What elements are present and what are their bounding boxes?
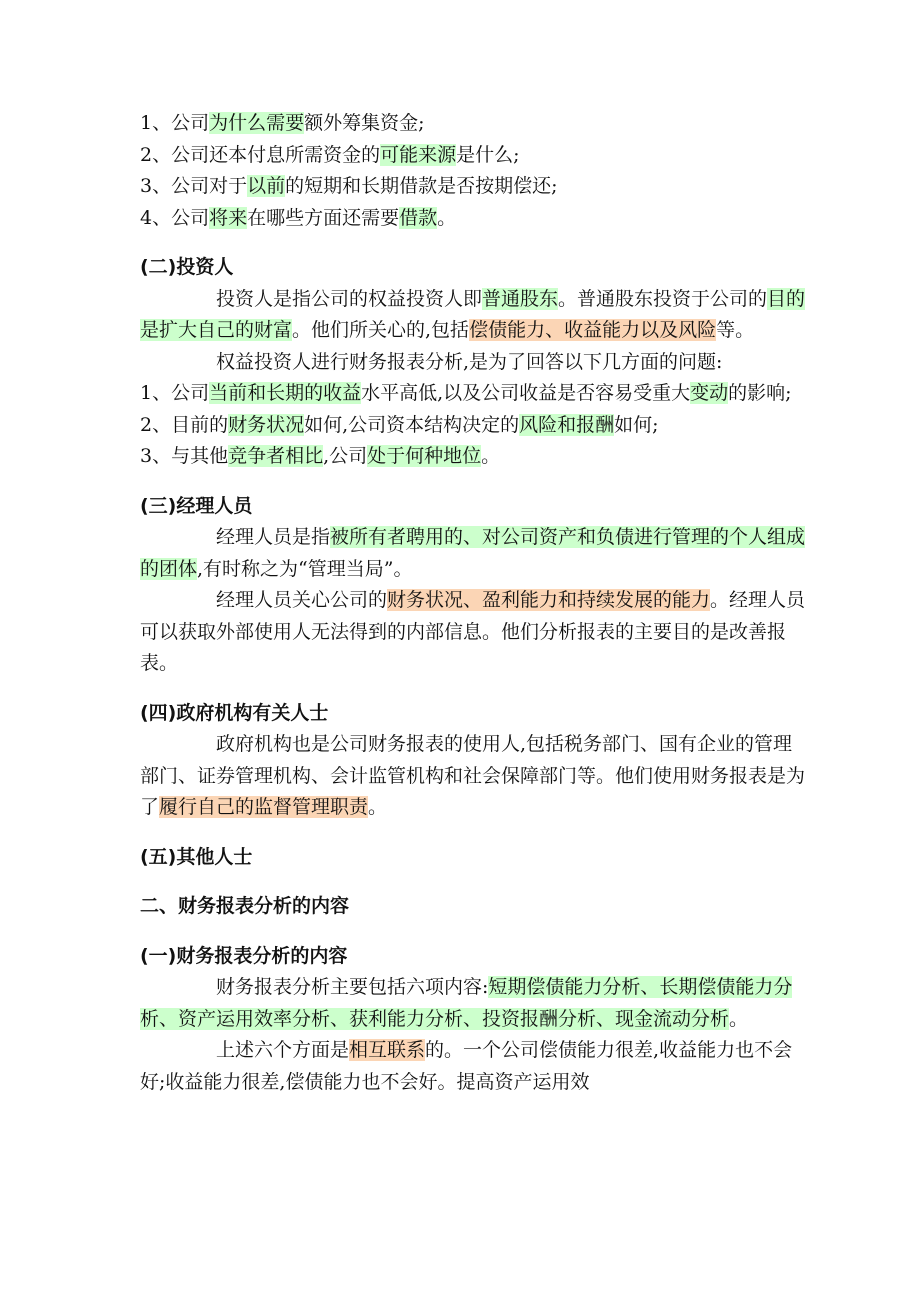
question-2 [140, 140, 810, 172]
text-run: 1、公司 [140, 112, 210, 134]
text-run: 。 [729, 1007, 749, 1030]
text-run: 1、公司 [140, 382, 210, 404]
question-4 [140, 203, 810, 235]
highlight-orange: 财务状况、盈利能力和持续发展的能力 [387, 589, 711, 611]
managers-paragraph-2 [140, 585, 810, 680]
heading-government: (四)政府机构有关人士 [140, 701, 329, 724]
investors-item-2 [140, 410, 810, 442]
highlight-orange: 相互联系 [349, 1039, 426, 1061]
text-run: 经理人员是指 [216, 526, 331, 548]
highlight-green: 变动 [690, 382, 729, 404]
text-run: 如何; [614, 413, 659, 436]
highlight-green: 为什么需要 [209, 112, 305, 134]
text-run: 。经理人员可以获取外部使用人无法得到的内部信息。他们分析报表的主要目的是改善报表。 [140, 589, 806, 674]
heading-others: (五)其他人士 [140, 845, 253, 868]
text-run: 。他们所关心的,包括 [292, 319, 470, 341]
investors-paragraph-1 [140, 284, 810, 347]
heading-managers: (三)经理人员 [140, 494, 253, 517]
highlight-green: 财务状况 [228, 413, 305, 436]
highlight-green: 将来 [209, 206, 248, 229]
text-run: 。 [481, 445, 501, 467]
highlight-green: 当前和长期的收益 [209, 382, 362, 404]
highlight-green: 普通股东 [482, 287, 559, 310]
text-run: 上述六个方面是 [216, 1039, 350, 1061]
government-paragraph-1 [140, 729, 810, 824]
highlight-green: 竞争者相比 [228, 445, 324, 467]
highlight-green: 处于何种地位 [367, 445, 482, 467]
text-run: 3、与其他 [140, 445, 229, 467]
highlight-orange: 偿债能力、收益能力以及风险 [469, 319, 717, 341]
highlight-green: 短期偿债能力分析、长期偿债能力分析、资产运用效率分析、获利能力分析、投资报酬分析、现金流动分析 [140, 976, 793, 1030]
text-run: 。 [437, 206, 457, 229]
text-run: 4、公司 [140, 206, 210, 229]
text-run: 等。 [716, 319, 755, 341]
text-run: 2、目前的 [140, 413, 229, 436]
highlight-green: 目的是扩大自己的财富 [140, 287, 806, 341]
text-run: 政府机构也是公司财务报表的使用人,包括税务部门、国有企业的管理部门、证券管理机构、会计监管机构和社会保障部门等。他们使用财务报表是为了 [140, 733, 806, 818]
highlight-green: 借款 [399, 206, 438, 229]
text-run: 3、公司对于 [140, 175, 248, 197]
text-run: 水平高低,以及公司收益是否容易受重大 [361, 382, 691, 404]
investors-paragraph-2: 权益投资人进行财务报表分析,是为了回答以下几方面的问题: [216, 350, 723, 373]
text-run: 的短期和长期借款是否按期偿还; [285, 175, 558, 197]
text-run: 投资人是指公司的权益投资人即 [216, 287, 483, 310]
investors-item-3 [140, 441, 810, 473]
analysis-paragraph-2 [140, 1035, 810, 1098]
text-run: 经理人员关心公司的 [216, 589, 388, 611]
text-run: 2、公司还本付息所需资金的 [140, 143, 381, 166]
text-run: 财务报表分析主要包括六项内容: [216, 976, 489, 998]
question-1 [140, 108, 810, 140]
text-run: 额外筹集资金; [304, 112, 425, 134]
managers-paragraph-1 [140, 522, 810, 585]
text-run: 是什么; [456, 143, 520, 166]
highlight-green: 风险和报酬 [519, 413, 615, 436]
text-run: 如何,公司资本结构决定的 [304, 413, 520, 436]
highlight-orange: 履行自己的监督管理职责 [159, 796, 369, 818]
text-run: 的。一个公司偿债能力很差,收益能力也不会好;收益能力很差,偿债能力也不会好。提高资产运用效 [140, 1039, 793, 1093]
highlight-green: 以前 [247, 175, 286, 197]
highlight-green: 可能来源 [380, 143, 457, 166]
text-run: 。普通股东投资于公司的 [558, 287, 768, 310]
heading-analysis-content: (一)财务报表分析的内容 [140, 944, 348, 967]
highlight-green: 被所有者聘用的、对公司资产和负债进行管理的个人组成的团体 [140, 526, 806, 580]
text-run: ,有时称之为“管理当局”。 [197, 557, 413, 580]
text-run: 。 [368, 796, 388, 818]
text-run: ,公司 [323, 445, 368, 467]
question-3 [140, 171, 810, 203]
text-run: 在哪些方面还需要 [247, 206, 400, 229]
heading-section-2: 二、财务报表分析的内容 [140, 895, 350, 917]
document-page [140, 108, 810, 1098]
analysis-paragraph-1 [140, 972, 810, 1035]
investors-item-1 [140, 378, 810, 410]
text-run: 的影响; [728, 382, 792, 404]
heading-investors: (二)投资人 [140, 256, 234, 278]
